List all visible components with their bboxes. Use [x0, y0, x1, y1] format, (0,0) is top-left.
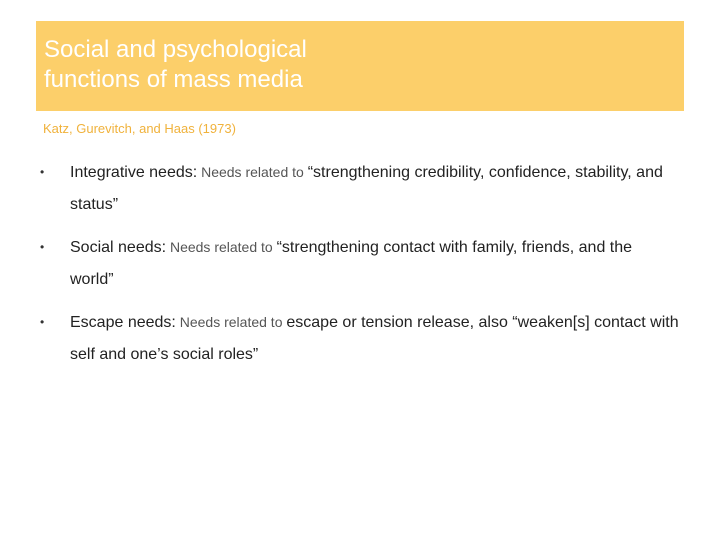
bullet-colon: :: [192, 164, 198, 181]
bullet-icon: •: [40, 315, 45, 329]
bullet-lead: Needs related to: [197, 164, 308, 180]
bullet-term: Integrative needs: [70, 164, 193, 181]
bullet-rest: “strengthening credibility, confidence, stability, and status”: [70, 164, 663, 213]
bullet-term: Escape needs: [70, 314, 172, 331]
slide-title: [44, 35, 564, 95]
bullet-lead: Needs related to: [175, 314, 287, 330]
bullet-term: Social needs: [70, 239, 162, 256]
bullet-rest: “strengthening contact with family, friends, and the world”: [70, 239, 633, 288]
bullet-text: [70, 156, 680, 221]
bullet-icon: •: [40, 165, 45, 179]
bullet-rest: escape or tension release, also “weaken[s] contact with self and one’s social roles”: [70, 314, 679, 363]
title-band: [36, 21, 684, 111]
bullet-colon: :: [171, 314, 176, 331]
citation-subtitle: Katz, Gurevitch, and Haas (1973): [43, 121, 236, 136]
bullet-text: [70, 231, 680, 296]
bullet-icon: •: [40, 240, 45, 254]
bullet-colon: :: [161, 239, 167, 256]
slide-title-line-1: Social and psychological: [44, 36, 307, 63]
bullet-lead: Needs related to: [166, 239, 277, 255]
bullet-text: [70, 306, 680, 371]
slide-title-line-2: functions of mass media: [44, 66, 303, 93]
